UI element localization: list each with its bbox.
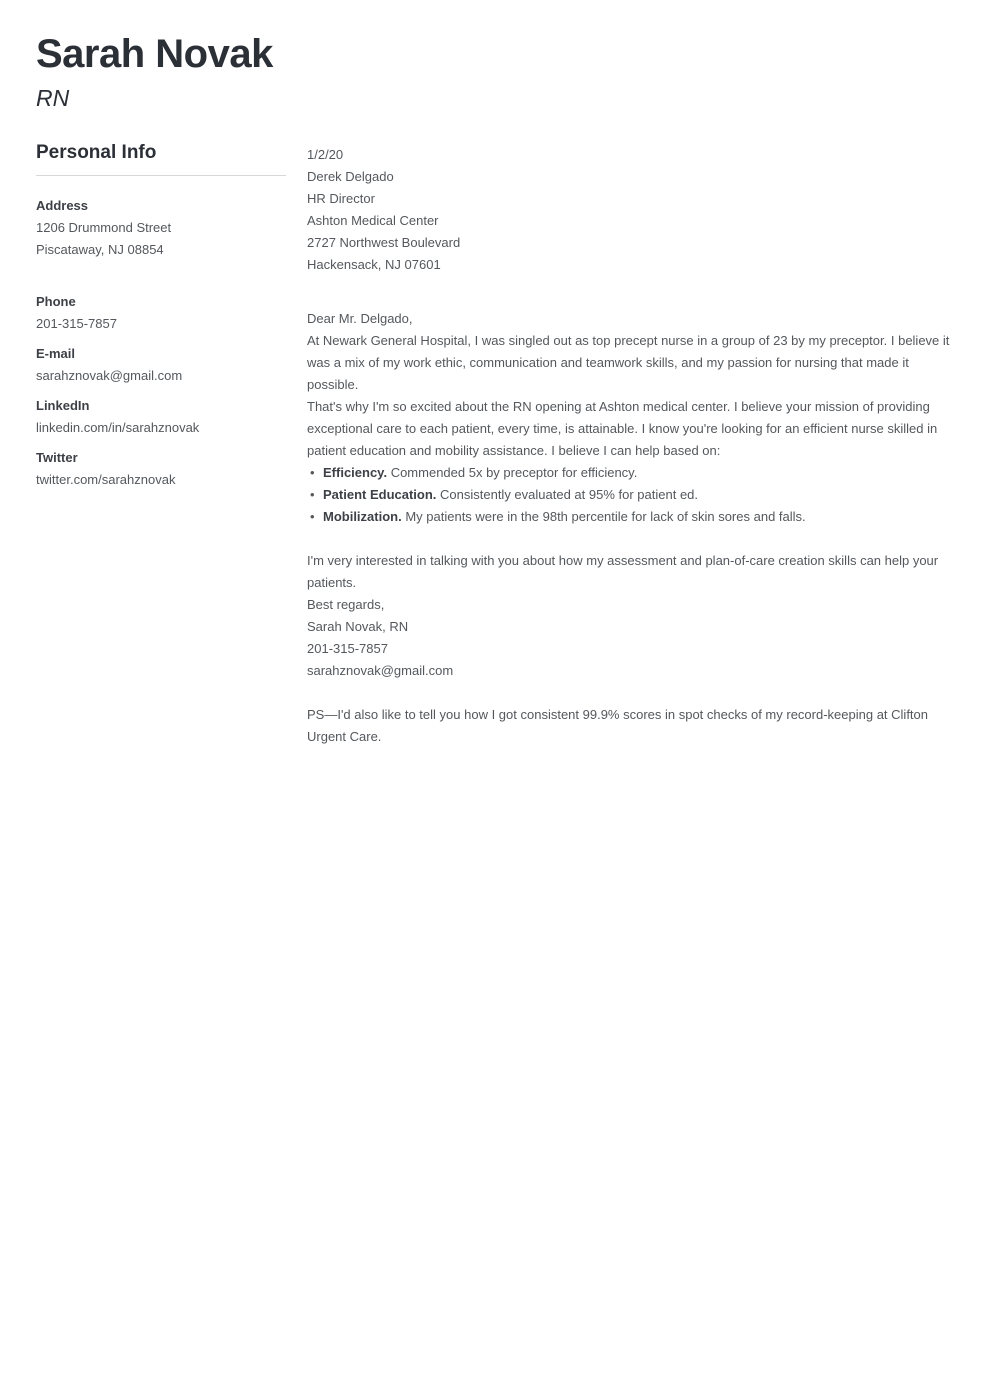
paragraph-intro: At Newark General Hospital, I was singled out as top precept nurse in a group of 23 by my preceptor. I believe it was a mix of my work ethic, communication and teamwork skills, and my passion for nursing that made it possible. [307,333,950,392]
signature-block [307,616,950,682]
signature-email: sarahznovak@gmail.com [307,663,454,678]
skills-bullet-list [307,462,950,528]
bullet-text [323,484,698,506]
bullet-term: Mobilization. [323,509,406,524]
address-label: Address [36,198,89,213]
recipient-block [307,166,950,276]
email-label: E-mail [36,346,76,361]
signature-name: Sarah Novak, RN [307,619,409,634]
bullet-efficiency [307,462,950,484]
address-line-2: Piscataway, NJ 08854 [36,242,164,257]
personal-info-sidebar [36,142,286,499]
recipient-city: Hackensack, NJ 07601 [307,257,441,272]
sidebar-section-address [36,195,286,261]
bullet-term: Efficiency. [323,465,391,480]
sidebar-heading: Personal Info [36,142,286,176]
salutation: Dear Mr. Delgado, [307,311,413,326]
closing-line: Best regards, [307,597,385,612]
address-line-1: 1206 Drummond Street [36,220,172,235]
paragraph-motivation: That's why I'm so excited about the RN opening at Ashton medical center. I believe your mission of providing exceptional care to each patient, every time, is attainable. I know you're looking for an efficient nurse skilled in patient education and mobility assistance. I believe I can help based on: [307,399,938,458]
letter-date: 1/2/20 [307,147,344,162]
postscript: PS—I'd also like to tell you how I got consistent 99.9% scores in spot checks of my record-keeping at Clifton Urgent Care. [307,707,929,744]
bullet-dot-icon: • [310,487,315,502]
signature-phone: 201-315-7857 [307,641,388,656]
bullet-desc: Consistently evaluated at 95% for patient ed. [440,487,699,502]
paragraph-call-to-action: I'm very interested in talking with you about how my assessment and plan-of-care creation skills can help your patients. [307,553,939,590]
sidebar-section-twitter [36,447,286,491]
bullet-term: Patient Education. [323,487,441,502]
bullet-dot-icon: • [310,465,315,480]
bullet-desc: Commended 5x by preceptor for efficiency. [390,465,638,480]
applicant-name: Sarah Novak [36,32,273,76]
content-columns [36,142,950,748]
twitter-value: twitter.com/sarahznovak [36,472,176,487]
sidebar-section-linkedin [36,395,286,439]
phone-value: 201-315-7857 [36,316,117,331]
phone-label: Phone [36,294,76,309]
letter-body [307,142,950,748]
bullet-dot-icon: • [310,509,315,524]
bullet-mobilization [307,506,950,528]
bullet-patient-education [307,484,950,506]
document-header [36,32,950,112]
bullet-text [323,462,637,484]
sidebar-section-email [36,343,286,387]
linkedin-label: LinkedIn [36,398,90,413]
email-value: sarahznovak@gmail.com [36,368,183,383]
sidebar-sections [36,195,286,491]
applicant-job-title: RN [36,85,70,111]
recipient-name: Derek Delgado [307,169,394,184]
recipient-role: HR Director [307,191,375,206]
sidebar-section-phone [36,291,286,335]
linkedin-value: linkedin.com/in/sarahznovak [36,420,200,435]
recipient-company: Ashton Medical Center [307,213,439,228]
recipient-street: 2727 Northwest Boulevard [307,235,461,250]
bullet-desc: My patients were in the 98th percentile for lack of skin sores and falls. [405,509,806,524]
bullet-text [323,506,806,528]
twitter-label: Twitter [36,450,78,465]
